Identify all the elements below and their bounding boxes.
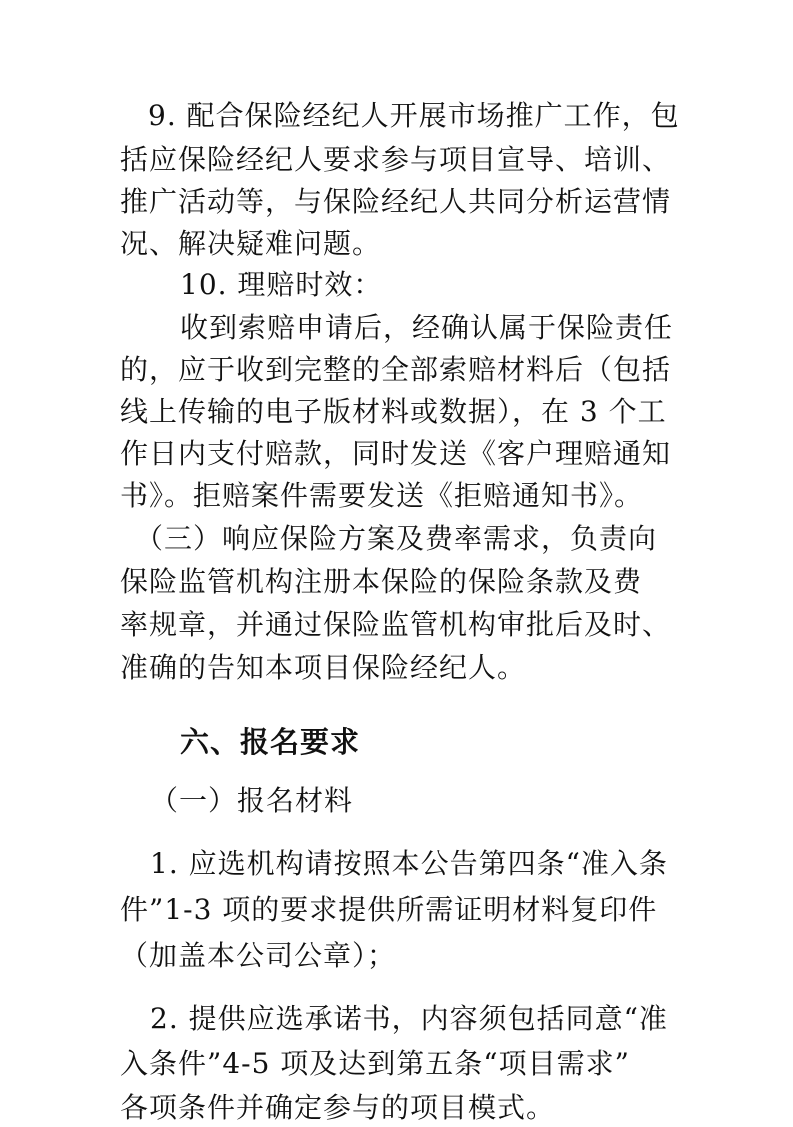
text-line: 线上传输的电子版材料或数据），在 3 个工 [120, 395, 667, 428]
text-line: 1. 应选机构请按照本公告第四条“准入条 [150, 847, 668, 880]
text-line: 收到索赔申请后，经确认属于保险责任 [180, 311, 674, 344]
text-line: 各项条件并确定参与的项目模式。 [120, 1091, 556, 1124]
text-line: 9. 配合保险经纪人开展市场推广工作，包 [148, 99, 680, 132]
text-line: 推广活动等，与保险经纪人共同分析运营情 [120, 185, 672, 218]
text-line: 10. 理赔时效： [180, 268, 383, 301]
text-line: 况、解决疑难问题。 [120, 227, 382, 260]
section-heading: 六、报名要求 [180, 725, 361, 759]
text-line: 2. 提供应选承诺书，内容须包括同意“准 [150, 1002, 668, 1035]
text-line: 保险监管机构注册本保险的保险条款及费 [120, 565, 643, 598]
text-line: 作日内支付赔款，同时发送《客户理赔通知 [120, 437, 672, 470]
text-line: 括应保险经纪人要求参与项目宣导、培训、 [120, 143, 672, 176]
subsection-heading: （一）报名材料 [150, 784, 354, 817]
text-line: 准确的告知本项目保险经纪人。 [120, 651, 527, 684]
text-line: 的，应于收到完整的全部索赔材料后（包括 [120, 353, 672, 386]
text-line: 书》。拒赔案件需要发送《拒赔通知书》。 [120, 479, 644, 512]
text-line: 率规章，并通过保险监管机构审批后及时、 [120, 608, 672, 641]
text-line: （三）响应保险方案及费率需求，负责向 [135, 522, 658, 555]
text-line: 入条件”4-5 项及达到第五条“项目需求” [120, 1047, 630, 1080]
text-line: 件”1-3 项的要求提供所需证明材料复印件 [120, 893, 658, 926]
text-line: （加盖本公司公章）； [120, 939, 397, 972]
